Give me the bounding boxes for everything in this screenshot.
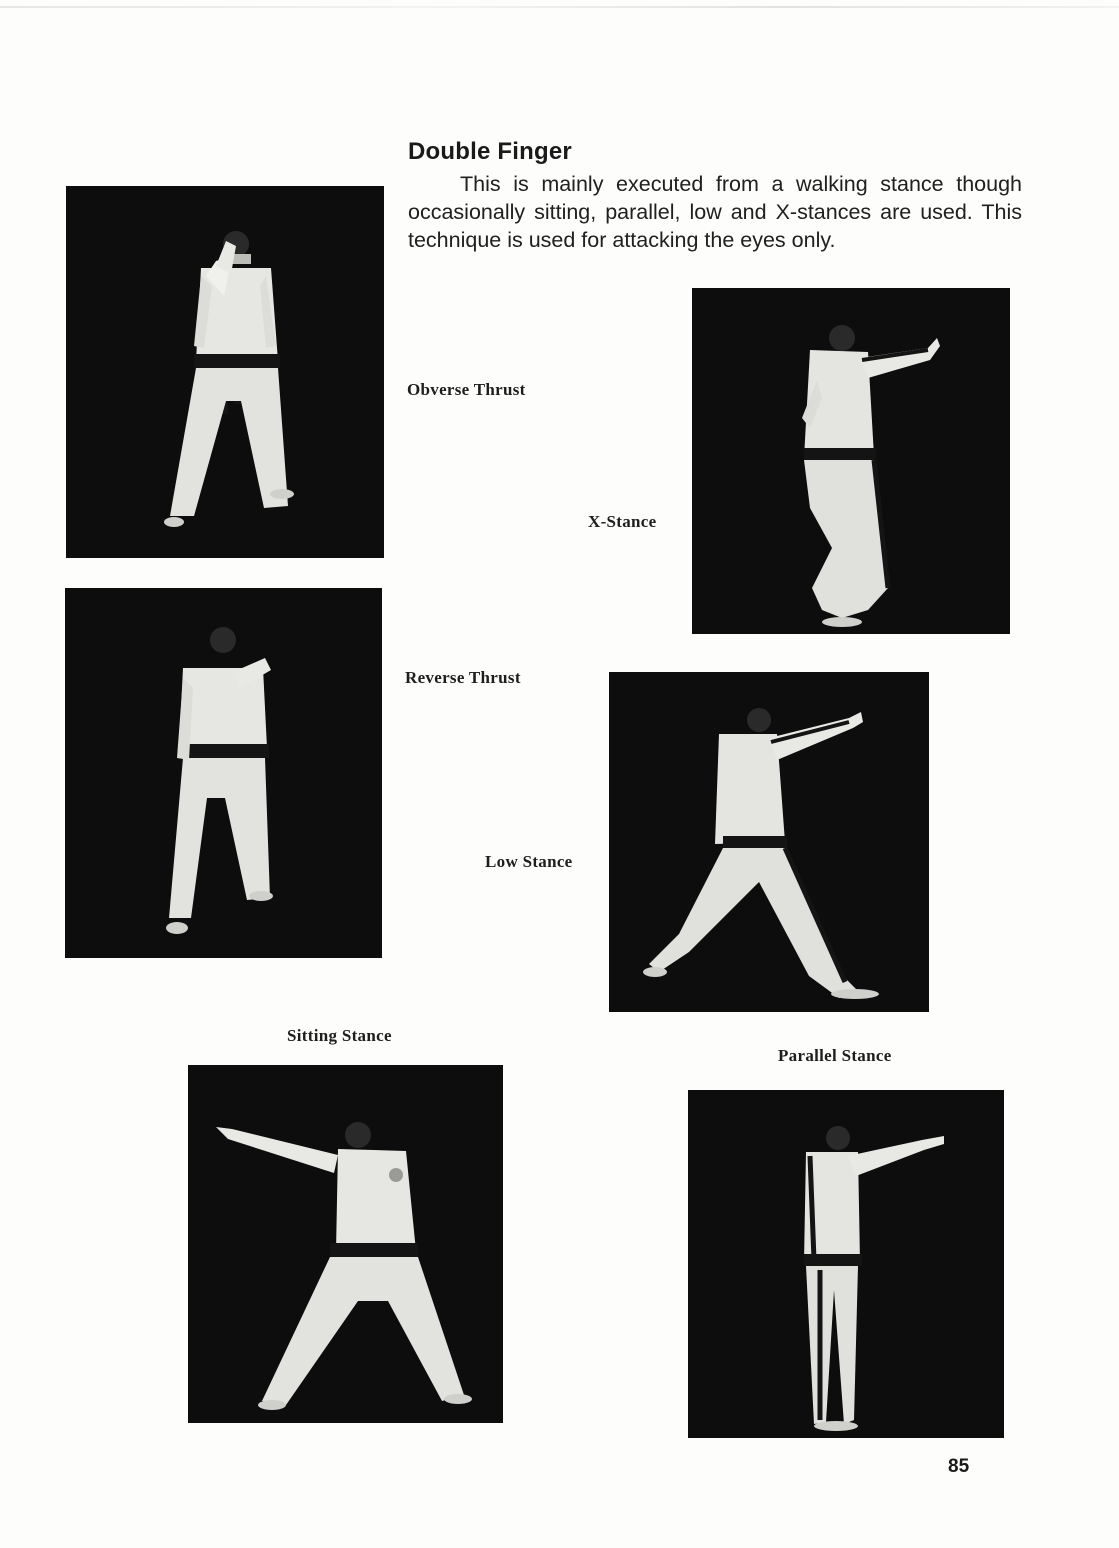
caption-low-stance: Low Stance bbox=[485, 852, 573, 871]
photo-x-stance bbox=[692, 288, 1010, 634]
photo-reverse-thrust bbox=[65, 588, 382, 958]
photo-parallel-stance bbox=[688, 1090, 1004, 1438]
caption-reverse-thrust: Reverse Thrust bbox=[405, 668, 521, 687]
caption-parallel-stance: Parallel Stance bbox=[778, 1046, 892, 1065]
photo-sitting-stance bbox=[188, 1065, 503, 1423]
section-heading: Double Finger bbox=[408, 138, 572, 165]
section-body-text: This is mainly executed from a walking stance though occasionally sitting, parallel, low and X-stances are used. This technique is used for attacking the eyes only. bbox=[408, 172, 1022, 252]
page-number: 85 bbox=[948, 1456, 970, 1477]
photo-obverse-thrust bbox=[66, 186, 384, 558]
scan-edge-line bbox=[0, 6, 1119, 8]
caption-obverse-thrust: Obverse Thrust bbox=[407, 380, 526, 399]
caption-x-stance: X-Stance bbox=[588, 512, 657, 531]
caption-sitting-stance: Sitting Stance bbox=[287, 1026, 392, 1045]
photo-low-stance bbox=[609, 672, 929, 1012]
